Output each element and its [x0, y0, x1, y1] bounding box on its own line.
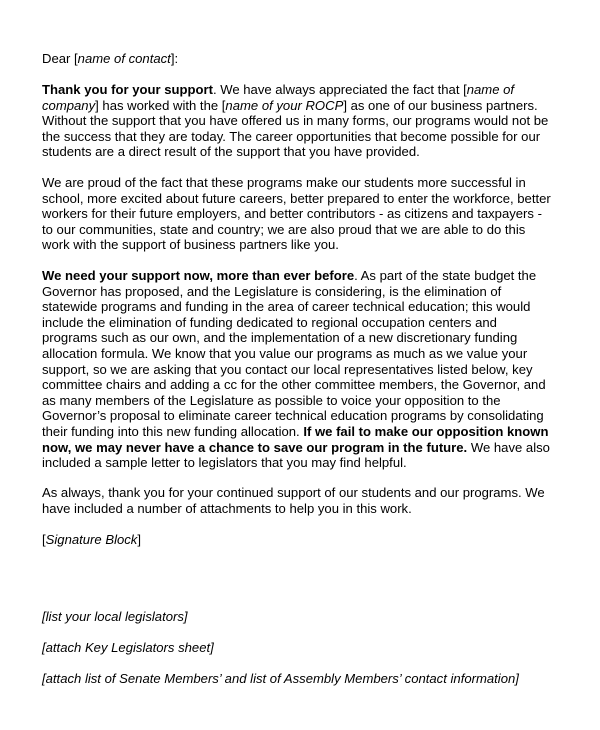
paragraph-need-support — [42, 268, 554, 471]
paragraph-line: Governor’s proposal to eliminate career technical education programs by consolidating — [42, 408, 544, 424]
paragraph-proud — [42, 175, 554, 253]
paragraph-line: school, more excited about future careers, better prepared to enter the workforce, better — [42, 190, 551, 206]
rocp-placeholder: name of your ROCP — [225, 97, 344, 113]
bracket-note-key-legislators — [42, 640, 554, 656]
paragraph-line: statewide programs and funding in the area of career technical education; this would — [42, 299, 531, 315]
paragraph-line: the success that they are today. The career opportunities that become possible for our — [42, 128, 541, 144]
contact-name-placeholder: name of contact — [77, 51, 171, 66]
paragraph-line — [42, 424, 554, 440]
paragraph-line: support, so we are asking that you contact our local representatives listed below, key — [42, 361, 533, 377]
paragraph-line: programs such as our own, and the implementation of a new discretionary funding — [42, 330, 518, 346]
paragraph-line: work with the support of business partners like you. — [42, 237, 339, 253]
paragraph-line: have included a number of attachments to help you in this work. — [42, 500, 412, 516]
signature-block — [42, 532, 554, 548]
greeting-line — [42, 51, 554, 67]
thank-you-heading: Thank you for your support — [42, 82, 213, 97]
paragraph-line — [42, 98, 554, 114]
paragraph-line: Without the support that you have offered us in many forms, our programs would not be — [42, 113, 549, 129]
paragraph-thank-you — [42, 82, 554, 160]
paragraph-line: As always, thank you for your continued support of our students and our programs. We — [42, 485, 545, 500]
paragraph-line: workers for their future employers, and better contributors - as citizens and taxpayers - — [42, 206, 542, 222]
bracket-note-text: [list your local legislators] — [42, 609, 188, 624]
line-text: We have also — [467, 439, 550, 455]
paragraph-line: include the elimination of funding dedicated to regional occupation centers and — [42, 314, 497, 330]
bracket-note-text: [attach Key Legislators sheet] — [42, 640, 214, 655]
paragraph-line: committee chairs and adding a cc for the other committee members, the Governor, and — [42, 377, 546, 393]
paragraph-line: allocation formula. We know that you value our programs as much as we value your — [42, 345, 528, 361]
paragraph-line: to our communities, state and country; we are also proud that we are able to do this — [42, 221, 526, 237]
opposition-emphasis-part1: If we fail to make our opposition known — [303, 423, 549, 439]
bracket-note-text: [attach list of Senate Members’ and list of Assembly Members’ contact information] — [42, 671, 519, 686]
signature-placeholder: Signature Block — [45, 532, 138, 547]
line-text: their funding into this new funding allocation. — [42, 423, 304, 439]
signature-suffix: ] — [137, 532, 141, 547]
bracket-note-legislators — [42, 609, 554, 625]
greeting-suffix: ]: — [170, 51, 179, 66]
opposition-emphasis-part2: now, we may never have a chance to save our program in the future. — [42, 439, 468, 455]
paragraph-line: as many members of the Legislature as possible to voice your opposition to the — [42, 392, 501, 408]
paragraph-line: students are a direct result of the support that you have provided. — [42, 144, 420, 160]
bracket-note-members — [42, 671, 562, 687]
company-placeholder-part1: name of — [466, 82, 515, 97]
line-text: . As part of the state budget the — [354, 268, 537, 283]
signature-prefix: [ — [42, 532, 46, 547]
line-text: ] has worked with the [ — [95, 97, 226, 113]
paragraph-line — [42, 440, 554, 456]
paragraph-line: included a sample letter to legislators that you may find helpful. — [42, 455, 407, 471]
line-text: ] as one of our business partners. — [343, 97, 538, 113]
company-placeholder-part2: company — [42, 97, 96, 113]
greeting-prefix: Dear [ — [42, 51, 78, 66]
paragraph-closing — [42, 485, 554, 516]
line-text: . We have always appreciated the fact that [ — [212, 82, 467, 97]
paragraph-line: Governor has proposed, and the Legislature is considering, is the elimination of — [42, 283, 502, 299]
paragraph-line: We are proud of the fact that these programs make our students more successful in — [42, 175, 526, 190]
need-support-heading: We need your support now, more than ever before — [42, 268, 355, 283]
paragraph-line — [42, 82, 554, 98]
paragraph-line — [42, 268, 554, 284]
